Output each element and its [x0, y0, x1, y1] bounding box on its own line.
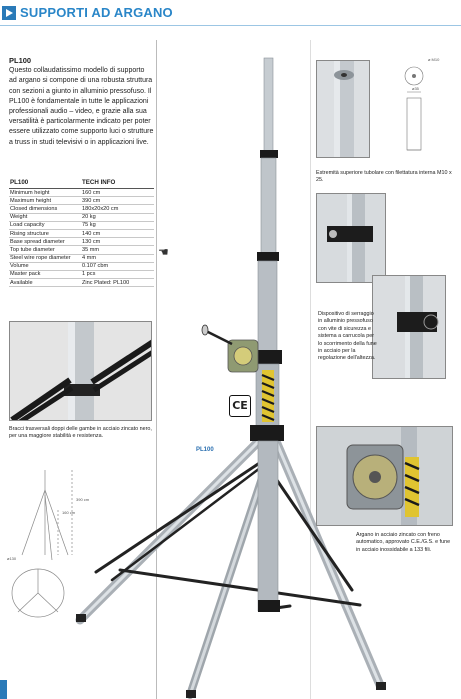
spec-value: 0.107 cbm [81, 262, 154, 270]
spec-label: Weight [9, 213, 81, 221]
caption-clamp: Dispositivo di serraggio in alluminio pressofuso con vite di sicurezza e sistema a carrucola per lo scorrimento della fune in acciaio per la regolazione dell'altezza. [318, 311, 377, 362]
spec-value: 20 kg [81, 213, 154, 221]
spec-value: 75 kg [81, 221, 154, 229]
feet [76, 614, 386, 698]
photo-top-end [316, 60, 370, 158]
spec-label: Steel wire rope diameter [9, 254, 81, 262]
dim-tube: ø35 [412, 86, 419, 91]
dim-base: ø130 [7, 556, 17, 561]
spec-label: Volume [9, 262, 81, 270]
dim-min-height: 160 cm [62, 510, 76, 515]
spec-label: Available [9, 279, 81, 287]
spec-label: Top tube diameter [9, 246, 81, 254]
spec-value: 390 cm [81, 197, 154, 205]
top-end-drawing [393, 58, 453, 158]
spec-value: 1 pcs [81, 270, 154, 278]
spec-value: Zinc Plated: PL100 [81, 279, 154, 287]
page-title: SUPPORTI AD ARGANO [20, 5, 173, 20]
photo-winch [316, 426, 453, 526]
dim-thread: ø M10 [428, 57, 440, 62]
spec-value: 140 cm [81, 229, 154, 237]
spec-label: Closed dimensions [9, 205, 81, 213]
spec-value: 130 cm [81, 238, 154, 246]
caption-braces: Bracci trasversali doppi delle gambe in acciaio zincato nero, per una maggiore stabilità e resistenza. [9, 426, 152, 440]
spec-value: 160 cm [81, 189, 154, 197]
dim-max-height: 390 cm [76, 497, 90, 502]
spec-value: 180x20x20 cm [81, 205, 154, 213]
product-label: PL100 [196, 447, 214, 453]
spec-label: Load capacity [9, 221, 81, 229]
caption-winch: Argano in acciaio zincato con freno automatico, approvato C.E./G.S. e fune in acciaio inossidabile a 133 fili. [356, 532, 451, 553]
spec-label: Master pack [9, 270, 81, 278]
intro-text: Questo collaudatissimo modello di supporto ad argano si compone di una robusta struttura con sezioni a giunto in alluminio pressofuso. Il PL100 è fondamentale in tutte le applicazioni professionali audio – video, e grazie alla sua versatilità è particolarmente indicato per poter essere utilizzato come supporto luci o strutture a truss in studi televisivi o in applicazioni live. [9, 67, 154, 146]
brace-bottom [120, 570, 360, 605]
photo-braces [9, 321, 152, 421]
spec-label: Minimum height [9, 189, 81, 197]
model-name: PL100 [9, 56, 32, 65]
spec-label: Rising structure [9, 229, 81, 237]
spec-value: 35 mm [81, 246, 154, 254]
spec-header-model: PL100 [9, 178, 81, 189]
photo-clamp-2 [372, 275, 446, 379]
ce-mark-icon: CE [229, 395, 251, 417]
mast [250, 58, 284, 612]
spec-label: Maximum height [9, 197, 81, 205]
spec-value: 4 mm [81, 254, 154, 262]
hand-cursor-icon: ☚ [158, 245, 169, 259]
dimension-diagram [12, 470, 72, 617]
spec-label: Base spread diameter [9, 238, 81, 246]
caption-top-end: Estremità superiore tubolare con filettatura interna M10 x 25. [316, 170, 452, 184]
photo-clamp [316, 193, 386, 283]
spec-header-info: TECH INFO [81, 178, 154, 189]
